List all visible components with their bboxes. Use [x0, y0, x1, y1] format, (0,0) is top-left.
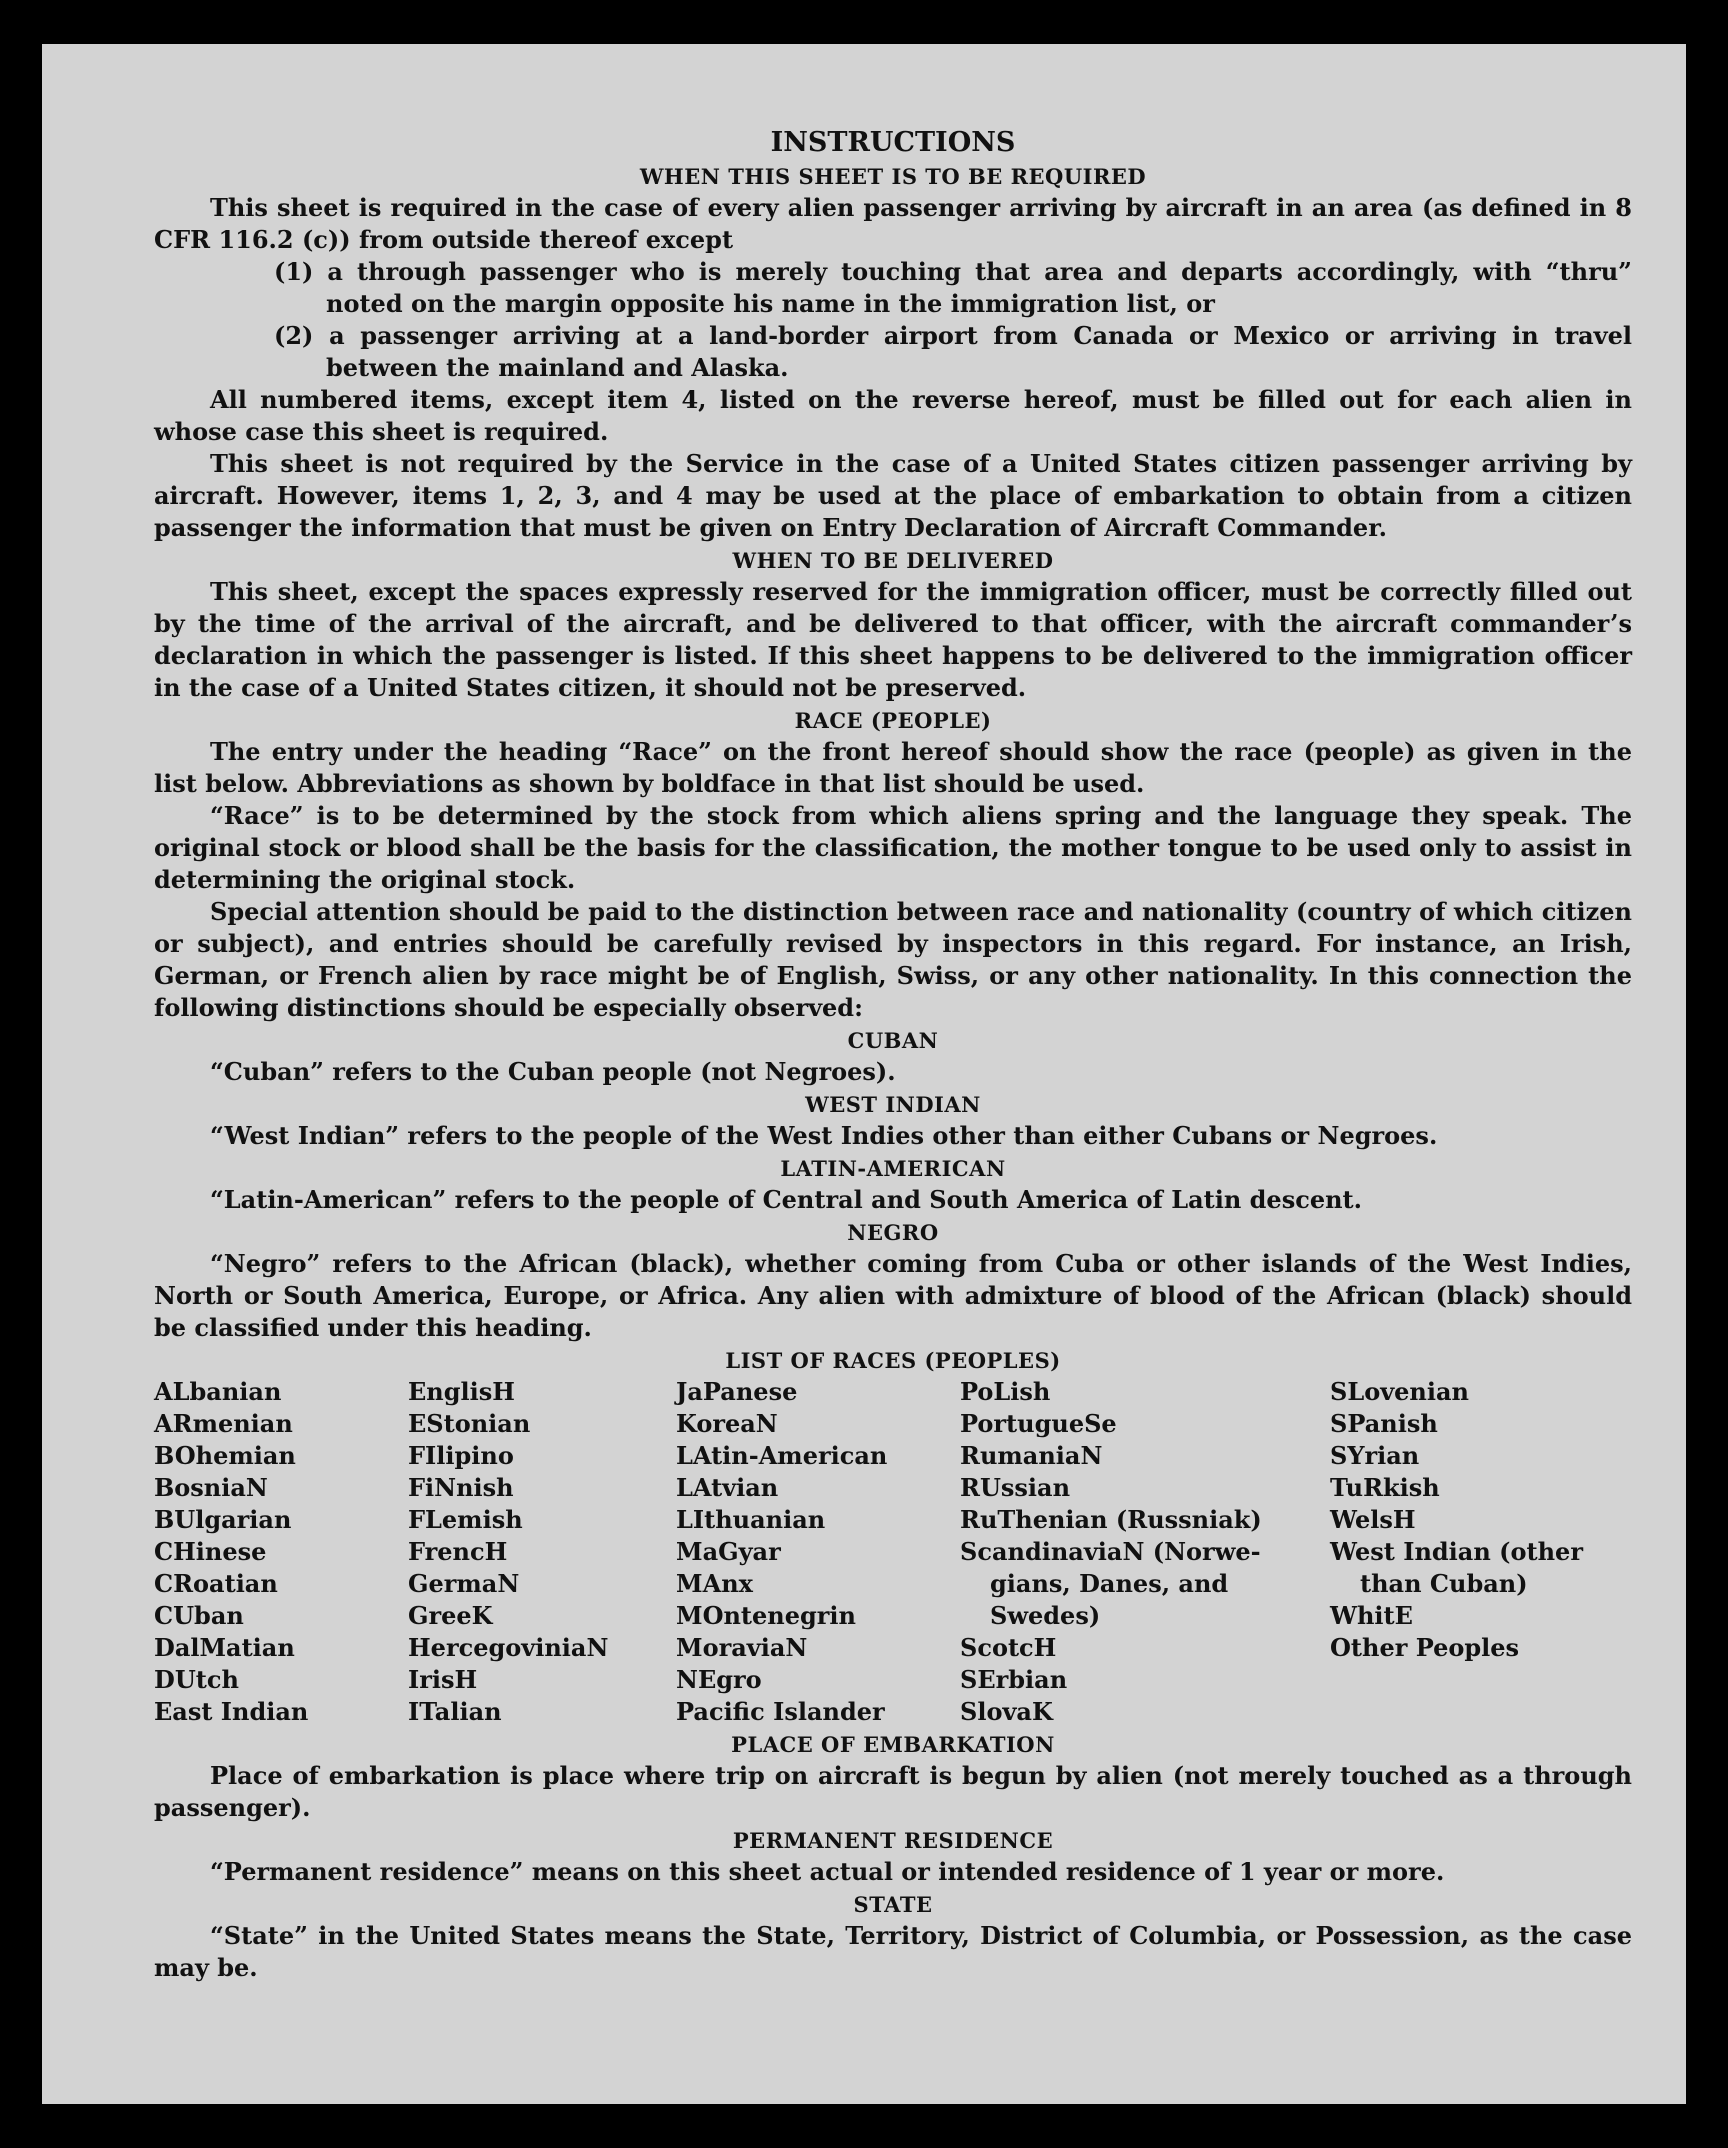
paragraph: “Permanent residence” means on this sheet actual or intended residence of 1 year or more. [210, 1857, 1445, 1886]
race-item: ALbanian [154, 1377, 282, 1406]
races-column [676, 1376, 960, 1728]
race-item: FiNnish [408, 1473, 514, 1502]
race-item: MoraviaN [676, 1633, 808, 1662]
race-item: DalMatian [154, 1633, 295, 1662]
race-item: RuThenian (Russniak) [960, 1505, 1262, 1534]
race-item: SlovaK [960, 1697, 1053, 1726]
heading-negro: NEGRO [847, 1220, 939, 1245]
race-item: RUssian [960, 1473, 1071, 1502]
heading-cuban: CUBAN [847, 1028, 939, 1053]
race-item: IrisH [408, 1665, 478, 1694]
race-item: East Indian [154, 1697, 309, 1726]
race-item: DUtch [154, 1665, 239, 1694]
race-item: Swedes) [990, 1601, 1101, 1630]
race-item: GreeK [408, 1601, 493, 1630]
page-title: INSTRUCTIONS [770, 127, 1016, 158]
paragraph: “Cuban” refers to the Cuban people (not Negroes). [210, 1057, 896, 1086]
paragraph: All numbered items, except item 4, listed on the reverse hereof, must be filled out for each alien in whose case this sheet is required. [154, 385, 1632, 446]
race-item: PoLish [960, 1377, 1051, 1406]
paragraph: “Negro” refers to the African (black), whether coming from Cuba or other islands of the West Indies, North or South America, Europe, or Africa. Any alien with admixture of blood of the African (black) should be classified under this heading. [154, 1249, 1632, 1342]
list-item: (1) a through passenger who is merely touching that area and departs accordingly, with “thru” noted on the margin opposite his name in the immigration list, or [274, 257, 1632, 318]
race-item: BOhemian [154, 1441, 296, 1470]
paragraph: Special attention should be paid to the distinction between race and nationality (country of which citizen or subject), and entries should be carefully revised by inspectors in this regard. For instance, an Irish, German, or French alien by race might be of English, Swiss, or any other nationality. In this connection the following distinctions should be especially observed: [154, 897, 1632, 1022]
race-item: LAtvian [676, 1473, 779, 1502]
race-item: MaGyar [676, 1537, 781, 1566]
race-item: WhitE [1330, 1601, 1413, 1630]
heading-permanent-residence: PERMANENT RESIDENCE [732, 1828, 1054, 1853]
race-item: ScotcH [960, 1633, 1057, 1662]
paragraph: This sheet, except the spaces expressly reserved for the immigration officer, must be correctly filled out by the time of the arrival of the aircraft, and be delivered to that officer, with the aircraft commander’s declaration in which the passenger is listed. If this sheet happens to be delivered to the immigration officer in the case of a United States citizen, it should not be preserved. [154, 577, 1632, 702]
race-item: SYrian [1330, 1441, 1420, 1470]
paragraph: “Race” is to be determined by the stock from which aliens spring and the language they speak. The original stock or blood shall be the basis for the classification, the mother tongue to be used only to assist in determining the original stock. [154, 801, 1632, 894]
race-item: WelsH [1330, 1505, 1416, 1534]
heading-when-delivered: WHEN TO BE DELIVERED [732, 548, 1054, 573]
race-item: ITalian [408, 1697, 502, 1726]
paragraph: This sheet is not required by the Service in the case of a United States citizen passenger arriving by aircraft. However, items 1, 2, 3, and 4 may be used at the place of embarkation to obtain from a citizen passenger the information that must be given on Entry Declaration of Aircraft Commander. [154, 449, 1632, 542]
instructions-content [154, 126, 1632, 1984]
race-item: BUlgarian [154, 1505, 292, 1534]
race-item: NEgro [676, 1665, 762, 1694]
heading-place-of-embarkation: PLACE OF EMBARKATION [731, 1732, 1055, 1757]
document-sheet [42, 44, 1686, 2104]
race-item: SErbian [960, 1665, 1068, 1694]
race-item: CUban [154, 1601, 244, 1630]
races-column [408, 1376, 676, 1728]
race-item: than Cuban) [1360, 1569, 1528, 1598]
race-item: LAtin-American [676, 1441, 888, 1470]
race-item: GermaN [408, 1569, 520, 1598]
race-item: RumaniaN [960, 1441, 1103, 1470]
race-item: HercegoviniaN [408, 1633, 609, 1662]
race-item: TuRkish [1330, 1473, 1440, 1502]
list-item: (2) a passenger arriving at a land-border airport from Canada or Mexico or arriving in travel between the mainland and Alaska. [274, 321, 1632, 382]
paragraph: “Latin-American” refers to the people of Central and South America of Latin descent. [210, 1185, 1362, 1214]
race-item: PortugueSe [960, 1409, 1117, 1438]
race-item: CHinese [154, 1537, 267, 1566]
race-item: gians, Danes, and [990, 1569, 1229, 1598]
race-item: SPanish [1330, 1409, 1438, 1438]
race-item: ARmenian [154, 1409, 293, 1438]
race-item: FrencH [408, 1537, 508, 1566]
race-item: EnglisH [408, 1377, 515, 1406]
race-item: KoreaN [676, 1409, 778, 1438]
race-item: BosniaN [154, 1473, 268, 1502]
heading-when-required: WHEN THIS SHEET IS TO BE REQUIRED [639, 164, 1147, 189]
races-column [1330, 1376, 1620, 1728]
race-item: SLovenian [1330, 1377, 1469, 1406]
race-item: FLemish [408, 1505, 523, 1534]
heading-state: STATE [853, 1892, 933, 1917]
race-item: Pacific Islander [676, 1697, 885, 1726]
race-item: JaPanese [676, 1377, 798, 1406]
race-item: MOntenegrin [676, 1601, 856, 1630]
race-item: CRoatian [154, 1569, 278, 1598]
paragraph: The entry under the heading “Race” on the front hereof should show the race (people) as given in the list below. Abbreviations as shown by boldface in that list should be used. [154, 737, 1632, 798]
heading-west-indian: WEST INDIAN [805, 1092, 981, 1117]
race-item: West Indian (other [1330, 1537, 1583, 1566]
races-table [154, 1376, 1632, 1728]
paragraph: “West Indian” refers to the people of the West Indies other than either Cubans or Negroes. [210, 1121, 1438, 1150]
race-item: MAnx [676, 1569, 753, 1598]
paragraph: “State” in the United States means the State, Territory, District of Columbia, or Possession, as the case may be. [154, 1921, 1632, 1982]
paragraph: Place of embarkation is place where trip on aircraft is begun by alien (not merely touched as a through passenger). [154, 1761, 1632, 1822]
race-item: ScandinaviaN (Norwe- [960, 1537, 1261, 1566]
heading-list-of-races: LIST OF RACES (PEOPLES) [725, 1348, 1061, 1373]
race-item: LIthuanian [676, 1505, 826, 1534]
race-item: FIlipino [408, 1441, 514, 1470]
paragraph: This sheet is required in the case of every alien passenger arriving by aircraft in an area (as defined in 8 CFR 116.2 (c)) from outside thereof except [154, 193, 1632, 254]
race-item: EStonian [408, 1409, 531, 1438]
heading-race: RACE (PEOPLE) [794, 708, 992, 733]
heading-latin-american: LATIN-AMERICAN [780, 1156, 1006, 1181]
races-column [960, 1376, 1330, 1728]
races-column [154, 1376, 408, 1728]
race-item: Other Peoples [1330, 1633, 1520, 1662]
